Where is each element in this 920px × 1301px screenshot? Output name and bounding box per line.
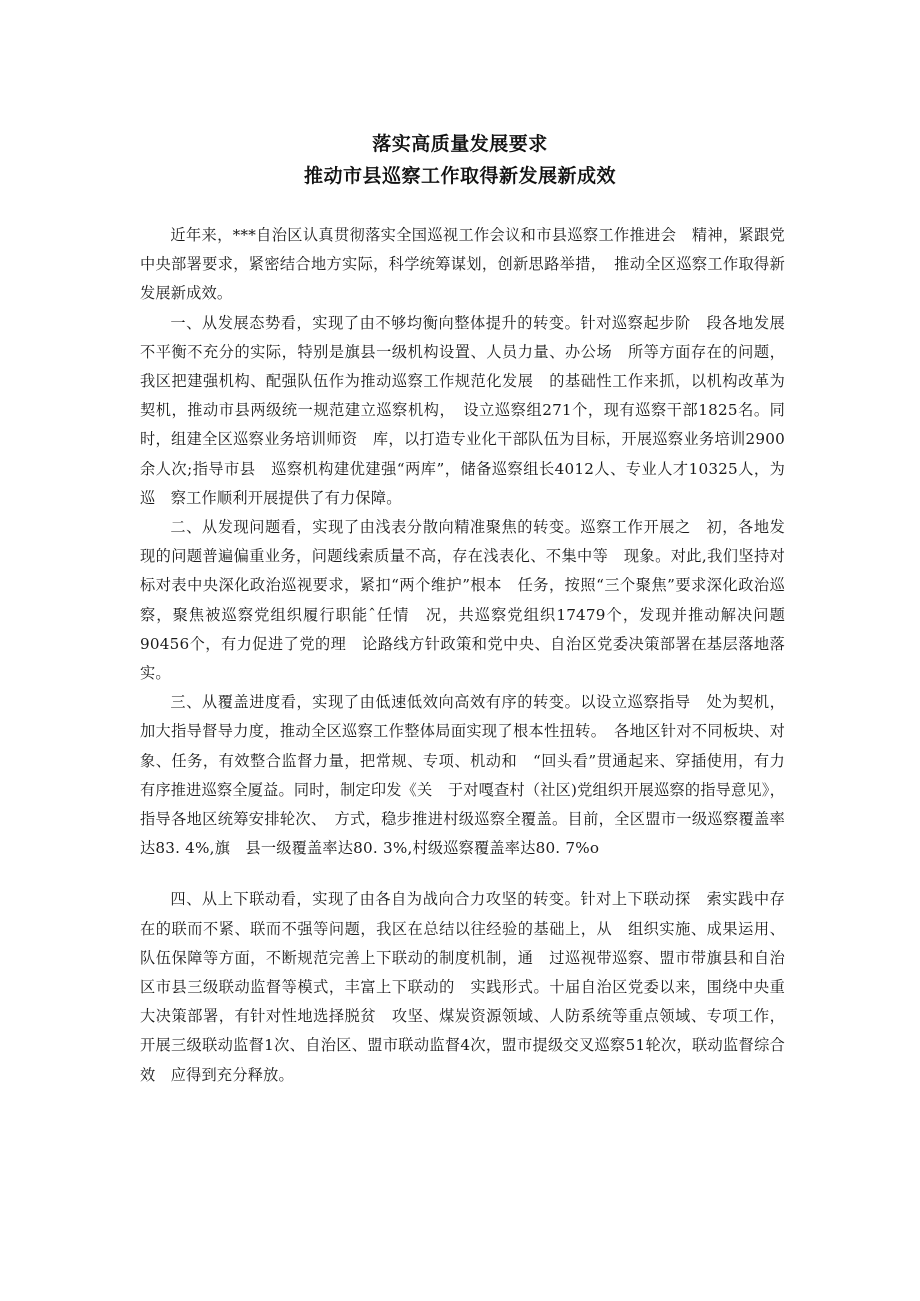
paragraph-section-3: 三、从覆盖进度看，实现了由低速低效向高效有序的转变。以设立巡察指导 处为契机，加大指导督导力度，推动全区巡察工作整体局面实现了根本性扭转。 各地区针对不同板块、对象、任务，有效整合监督力量，把常规、专项、机动和 “回头看”贯通起来、穿插使用，有力有序推进巡察全厦益。同时，制定印发《关 于对嘎查村（社区)党组织开展巡察的指导意见》，指导各地区统筹安排轮次、 方式，稳步推进村级巡察全覆盖。目前，全区盟市一级巡察覆盖率达83. 4%,旗 县一级覆盖率达80. 3%,村级巡察覆盖率达80. 7%o [140,693,785,858]
paragraph-section-4: 四、从上下联动看，实现了由各自为战向合力攻坚的转变。针对上下联动探 索实践中存在的联而不紧、联而不强等问题，我区在总结以往经验的基础上，从 组织实施、成果运用、队伍保障等方面，不断规范完善上下联动的制度机制，通 过巡视带巡察、盟市带旗县和自治区市县三级联动监督等模式，丰富上下联动的 实践形式。十届自治区党委以来，围绕中央重大决策部署，有针对性地选择脱贫 攻坚、煤炭资源领域、人防系统等重点领域、专项工作，开展三级联动监督1次、自治区、盟市联动监督4次，盟市提级交叉巡察51轮次，联动监督综合效 应得到充分释放。 [140,890,785,1084]
document-title [0,128,920,192]
title-line-1: 落实高质量发展要求 [372,133,548,155]
paragraph-section-1: 一、从发展态势看，实现了由不够均衡向整体提升的转变。针对巡察起步阶 段各地发展不平衡不充分的实际，特别是旗县一级机构设置、人员力量、办公场 所等方面存在的问题，我区把建强机构、配强队伍作为推动巡察工作规范化发展 的基础性工作来抓，以机构改革为契机，推动市县两级统一规范建立巡察机构， 设立巡察组271个，现有巡察干部1825名。同时，组建全区巡察业务培训师资 库，以打造专业化干部队伍为目标，开展巡察业务培训2900余人次;指导市县 巡察机构建优建强“两库”，储备巡察组长4012人、专业人才10325人，为巡 察工作顺利开展提供了有力保障。 [140,313,785,507]
paragraph-intro: 近年来，***自治区认真贯彻落实全国巡视工作会议和市县巡察工作推进会 精神，紧跟党中央部署要求，紧密结合地方实际，科学统筹谋划，创新思路举措， 推动全区巡察工作取得新发展新成效。 [140,226,785,303]
title-line-2: 推动市县巡察工作取得新发展新成效 [303,165,616,187]
document-body [140,221,785,1090]
paragraph-section-2: 二、从发现问题看，实现了由浅表分散向精准聚焦的转变。巡察工作开展之 初，各地发现的问题普遍偏重业务，问题线索质量不高，存在浅表化、不集中等 现象。对此,我们坚持对标对表中央深化政治巡视要求，紧扣“两个维护”根本 任务，按照“三个聚焦”要求深化政治巡察，聚焦被巡察党组织履行职能ˆ任情 况，共巡察党组织17479个，发现并推动解决问题90456个，有力促进了党的理 论路线方针政策和党中央、自治区党委决策部署在基层落地落实。 [140,518,785,683]
